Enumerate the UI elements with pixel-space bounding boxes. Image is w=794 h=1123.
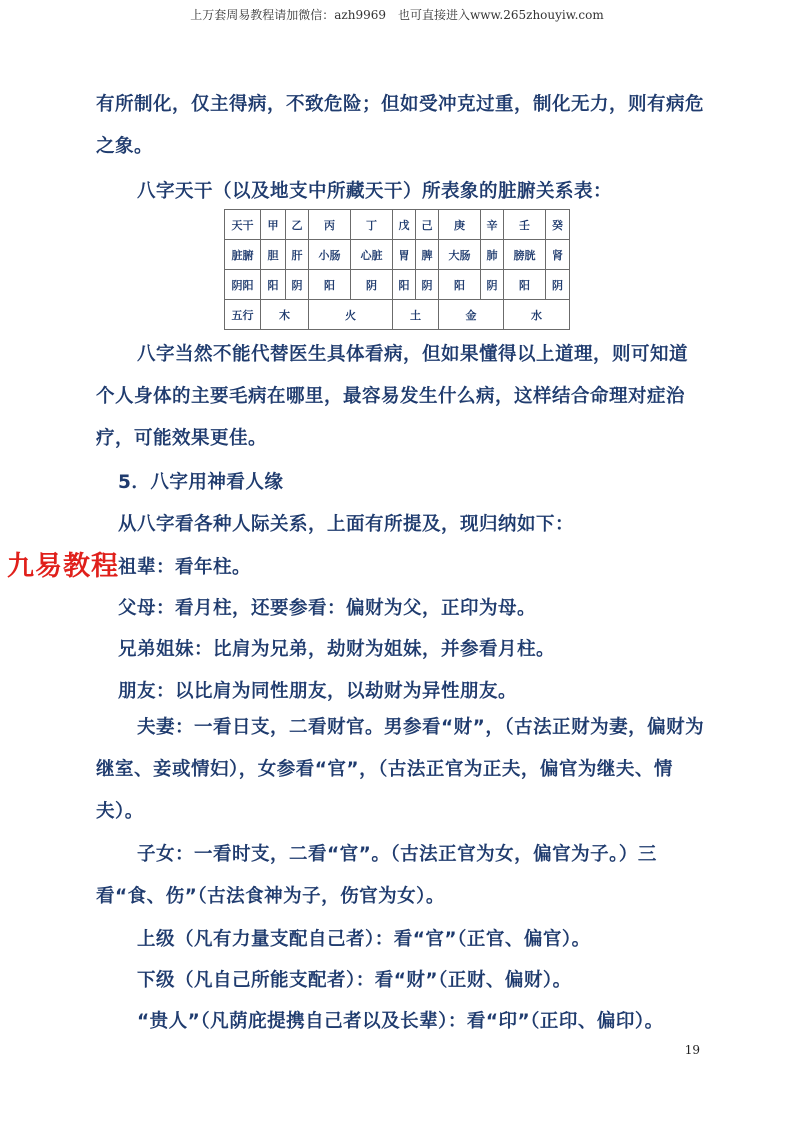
table-cell: 火 bbox=[309, 300, 393, 330]
table-cell: 戊 bbox=[393, 210, 416, 240]
table-cell: 癸 bbox=[546, 210, 570, 240]
table-cell: 脾 bbox=[416, 240, 439, 270]
intro-line: 从八字看各种人际关系，上面有所提及，现归纳如下： bbox=[118, 514, 575, 535]
organ-table bbox=[224, 209, 570, 330]
page-number: 19 bbox=[684, 1043, 700, 1057]
table-cell: 小肠 bbox=[309, 240, 351, 270]
table-cell: 胃 bbox=[393, 240, 416, 270]
table-row bbox=[225, 270, 570, 300]
table-cell: 阳 bbox=[309, 270, 351, 300]
table-cell: 阳 bbox=[439, 270, 481, 300]
superior-line: 上级（凡有力量支配自己者）：看“官”（正官、偏官）。 bbox=[137, 929, 591, 950]
table-cell: 辛 bbox=[481, 210, 504, 240]
table-cell: 乙 bbox=[286, 210, 309, 240]
table-cell: 壬 bbox=[504, 210, 546, 240]
table-cell: 木 bbox=[261, 300, 309, 330]
table-cell: 天干 bbox=[225, 210, 261, 240]
table-cell: 水 bbox=[504, 300, 570, 330]
table-row bbox=[225, 210, 570, 240]
paragraph-2: 八字当然不能代替医生具体看病，但如果懂得以上道理，则可知道个人身体的主要毛病在哪里，最容易发生什么病，这样结合命理对症治疗，可能效果更佳。 bbox=[96, 344, 689, 449]
table-row bbox=[225, 300, 570, 330]
friends-line: 朋友：以比肩为同性朋友，以劫财为异性朋友。 bbox=[118, 681, 518, 702]
table-cell: 土 bbox=[393, 300, 439, 330]
table-cell: 阴阳 bbox=[225, 270, 261, 300]
section-title: 5．八字用神看人缘 bbox=[118, 472, 284, 493]
table-cell: 心脏 bbox=[351, 240, 393, 270]
parents-line: 父母：看月柱，还要参看：偏财为父，正印为母。 bbox=[118, 598, 537, 619]
table-cell: 胆 bbox=[261, 240, 286, 270]
table-cell: 膀胱 bbox=[504, 240, 546, 270]
table-cell: 庚 bbox=[439, 210, 481, 240]
watermark: 九易教程 bbox=[7, 551, 119, 582]
table-cell: 阳 bbox=[393, 270, 416, 300]
siblings-line: 兄弟姐妹：比肩为兄弟，劫财为姐妹，并参看月柱。 bbox=[118, 639, 556, 660]
children-paragraph: 子女：一看时支，二看“官”。（古法正官为女，偏官为子。）三看“食、伤”（古法食神为子，伤官为女）。 bbox=[96, 844, 657, 907]
table-cell: 金 bbox=[439, 300, 504, 330]
table-intro: 八字天干（以及地支中所藏天干）所表象的脏腑关系表： bbox=[137, 181, 613, 202]
benefactor-line: “贵人”（凡荫庇提携自己者以及长辈）：看“印”（正印、偏印）。 bbox=[137, 1011, 664, 1032]
table-cell: 阴 bbox=[481, 270, 504, 300]
table-cell: 阴 bbox=[416, 270, 439, 300]
table-cell: 肾 bbox=[546, 240, 570, 270]
table-cell: 丁 bbox=[351, 210, 393, 240]
table-cell: 己 bbox=[416, 210, 439, 240]
spouse-paragraph: 夫妻：一看日支，二看财官。男参看“财”，（古法正财为妻，偏财为继室、妾或情妇），女参看“官”，（古法正官为正夫，偏官为继夫、情夫）。 bbox=[96, 717, 705, 822]
table-cell: 甲 bbox=[261, 210, 286, 240]
table-cell: 肝 bbox=[286, 240, 309, 270]
table-cell: 大肠 bbox=[439, 240, 481, 270]
paragraph-1: 有所制化，仅主得病，不致危险；但如受冲克过重，制化无力，则有病危之象。 bbox=[96, 94, 705, 157]
table-cell: 阳 bbox=[504, 270, 546, 300]
table-cell: 阴 bbox=[546, 270, 570, 300]
table-cell: 阴 bbox=[286, 270, 309, 300]
page-header: 上万套周易教程请加微信：azh9969 也可直接进入www.265zhouyiw.com bbox=[190, 8, 604, 22]
table-cell: 丙 bbox=[309, 210, 351, 240]
elders-line: 祖辈：看年柱。 bbox=[118, 557, 252, 578]
subordinate-line: 下级（凡自己所能支配者）：看“财”（正财、偏财）。 bbox=[137, 970, 572, 991]
table-cell: 阳 bbox=[261, 270, 286, 300]
table-cell: 五行 bbox=[225, 300, 261, 330]
table-cell: 肺 bbox=[481, 240, 504, 270]
table-cell: 阴 bbox=[351, 270, 393, 300]
table-row bbox=[225, 240, 570, 270]
table-cell: 脏腑 bbox=[225, 240, 261, 270]
